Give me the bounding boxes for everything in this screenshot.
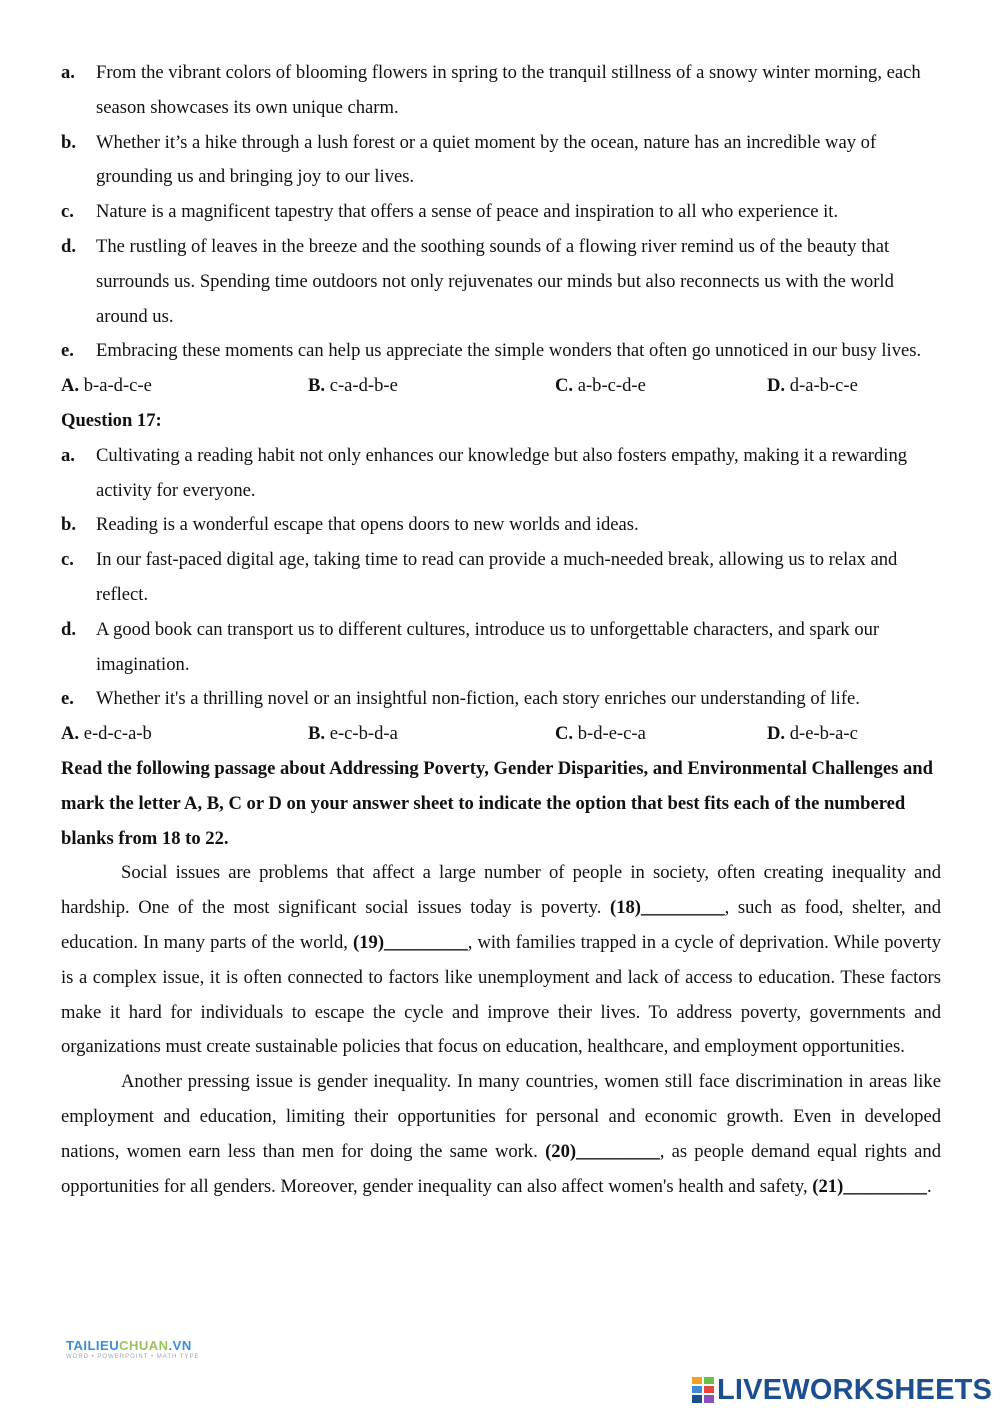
option-letter: A. bbox=[61, 375, 80, 397]
option-text: c-a-d-b-e bbox=[329, 375, 398, 397]
passage-paragraph-1 bbox=[61, 856, 941, 1065]
item-text: Whether it’s a hike through a lush forest or a quiet moment by the ocean, nature has an incredible way of grounding us and bringing joy to our lives. bbox=[96, 131, 877, 188]
option-text: b-a-d-c-e bbox=[83, 375, 152, 397]
q17-option-b[interactable] bbox=[308, 717, 555, 752]
blank-19[interactable]: (19)_________ bbox=[353, 931, 468, 953]
option-text: e-d-c-a-b bbox=[83, 723, 152, 745]
q17-options bbox=[61, 717, 941, 752]
option-text: e-c-b-d-a bbox=[329, 723, 398, 745]
q16-item-d bbox=[61, 230, 941, 334]
q17-option-d[interactable] bbox=[767, 717, 941, 752]
question-16-items bbox=[61, 56, 941, 369]
q16-option-c[interactable] bbox=[555, 369, 767, 404]
brand-part: .VN bbox=[168, 1338, 192, 1353]
blank-18[interactable]: (18)_________ bbox=[610, 897, 725, 919]
item-label: c. bbox=[61, 201, 74, 223]
q17-item-e bbox=[61, 682, 941, 717]
item-text: The rustling of leaves in the breeze and the soothing sounds of a flowing river remind us of the beauty that surrounds us. Spending time outdoors not only rejuvenates our minds but also reconnects us with the world around us. bbox=[96, 235, 894, 327]
option-text: a-b-c-d-e bbox=[577, 375, 646, 397]
q16-item-b bbox=[61, 126, 941, 196]
blank-21[interactable]: (21)_________ bbox=[812, 1175, 927, 1197]
option-text: d-e-b-a-c bbox=[789, 723, 858, 745]
option-letter: B. bbox=[308, 375, 326, 397]
passage-paragraph-2 bbox=[61, 1065, 941, 1204]
item-label: e. bbox=[61, 340, 74, 362]
passage-instruction: Read the following passage about Addressing Poverty, Gender Disparities, and Environmental Challenges and mark the letter A, B, C or D on your answer sheet to indicate the option that best fits each of the numbered blanks from 18 to 22. bbox=[61, 757, 933, 849]
item-text: Reading is a wonderful escape that opens doors to new worlds and ideas. bbox=[96, 514, 639, 536]
item-label: a. bbox=[61, 444, 75, 466]
tailieuchuan-brand bbox=[66, 1338, 200, 1353]
brand-part: TAILIEU bbox=[66, 1338, 120, 1353]
item-text: A good book can transport us to different cultures, introduce us to unforgettable characters, and spark our imagination. bbox=[96, 618, 880, 675]
liveworksheets-wordmark: LIVEWORKSHEETS bbox=[717, 1373, 993, 1406]
blank-20[interactable]: (20)_________ bbox=[545, 1140, 660, 1162]
option-letter: C. bbox=[555, 375, 574, 397]
item-label: d. bbox=[61, 618, 76, 640]
q16-option-a[interactable] bbox=[61, 369, 308, 404]
q16-options bbox=[61, 369, 941, 404]
q16-option-b[interactable] bbox=[308, 369, 555, 404]
item-label: b. bbox=[61, 131, 76, 153]
q17-item-a bbox=[61, 439, 941, 509]
q16-option-d[interactable] bbox=[767, 369, 941, 404]
question-17-items bbox=[61, 439, 941, 717]
liveworksheets-icon bbox=[692, 1377, 714, 1403]
option-letter: A. bbox=[61, 723, 80, 745]
item-text: Cultivating a reading habit not only enhances our knowledge but also fosters empathy, making it a rewarding activity for everyone. bbox=[96, 444, 908, 501]
q17-item-d bbox=[61, 613, 941, 683]
passage-text: , with families trapped in a cycle of deprivation. While poverty is a complex issue, it is often connected to factors like unemployment and lack of access to education. These factors make it hard for individuals to escape the cycle and improve their lives. To address poverty, governments and organizations must create sustainable policies that focus on education, healthcare, and employment opportunities. bbox=[61, 931, 941, 1058]
item-label: d. bbox=[61, 235, 76, 257]
item-text: From the vibrant colors of blooming flowers in spring to the tranquil stillness of a snowy winter morning, each season showcases its own unique charm. bbox=[96, 62, 921, 118]
q16-item-a bbox=[61, 56, 941, 126]
option-letter: D. bbox=[767, 375, 786, 397]
q17-item-c bbox=[61, 543, 941, 613]
tailieuchuan-tagline: WORD • POWERPOINT • MATH TYPE bbox=[66, 1354, 200, 1360]
q16-item-c bbox=[61, 195, 941, 230]
item-text: Whether it's a thrilling novel or an insightful non-fiction, each story enriches our understanding of life. bbox=[96, 688, 860, 710]
option-letter: D. bbox=[767, 723, 786, 745]
liveworksheets-logo bbox=[692, 1372, 992, 1408]
passage-text: , as people demand equal rights and opportunities for all genders. Moreover, gender inequality can also affect women's health and safety, bbox=[61, 1140, 942, 1197]
option-text: b-d-e-c-a bbox=[577, 723, 646, 745]
q17-option-a[interactable] bbox=[61, 717, 308, 752]
item-label: b. bbox=[61, 514, 76, 536]
option-letter: C. bbox=[555, 723, 574, 745]
passage-text: . bbox=[926, 1175, 932, 1197]
option-letter: B. bbox=[308, 723, 326, 745]
q17-item-b bbox=[61, 508, 941, 543]
passage-text: Another pressing issue is gender inequality. In many countries, women still face discrimination in areas like employment and education, limiting their opportunities for personal and economic growth. Even in developed nations, women earn less than men for doing the same work. bbox=[61, 1071, 941, 1162]
worksheet-content bbox=[61, 56, 941, 1204]
q17-option-c[interactable] bbox=[555, 717, 767, 752]
item-label: a. bbox=[61, 62, 75, 83]
passage-text: , such as food, shelter, and education. In many parts of the world, bbox=[61, 897, 941, 953]
question-17-heading: Question 17: bbox=[61, 409, 162, 431]
item-text: In our fast-paced digital age, taking time to read can provide a much-needed break, allowing us to relax and reflect. bbox=[96, 549, 898, 605]
item-text: Embracing these moments can help us appreciate the simple wonders that often go unnoticed in our busy lives. bbox=[96, 340, 922, 362]
item-label: e. bbox=[61, 688, 74, 710]
brand-part: CHUAN bbox=[119, 1338, 169, 1353]
item-label: c. bbox=[61, 549, 74, 571]
item-text: Nature is a magnificent tapestry that offers a sense of peace and inspiration to all who experience it. bbox=[96, 201, 839, 223]
q16-item-e bbox=[61, 334, 941, 369]
passage-text: Social issues are problems that affect a large number of people in society, often creating inequality and hardship. One of the most significant social issues today is poverty. bbox=[61, 862, 941, 919]
option-text: d-a-b-c-e bbox=[789, 375, 858, 397]
tailieuchuan-logo bbox=[66, 1338, 200, 1360]
